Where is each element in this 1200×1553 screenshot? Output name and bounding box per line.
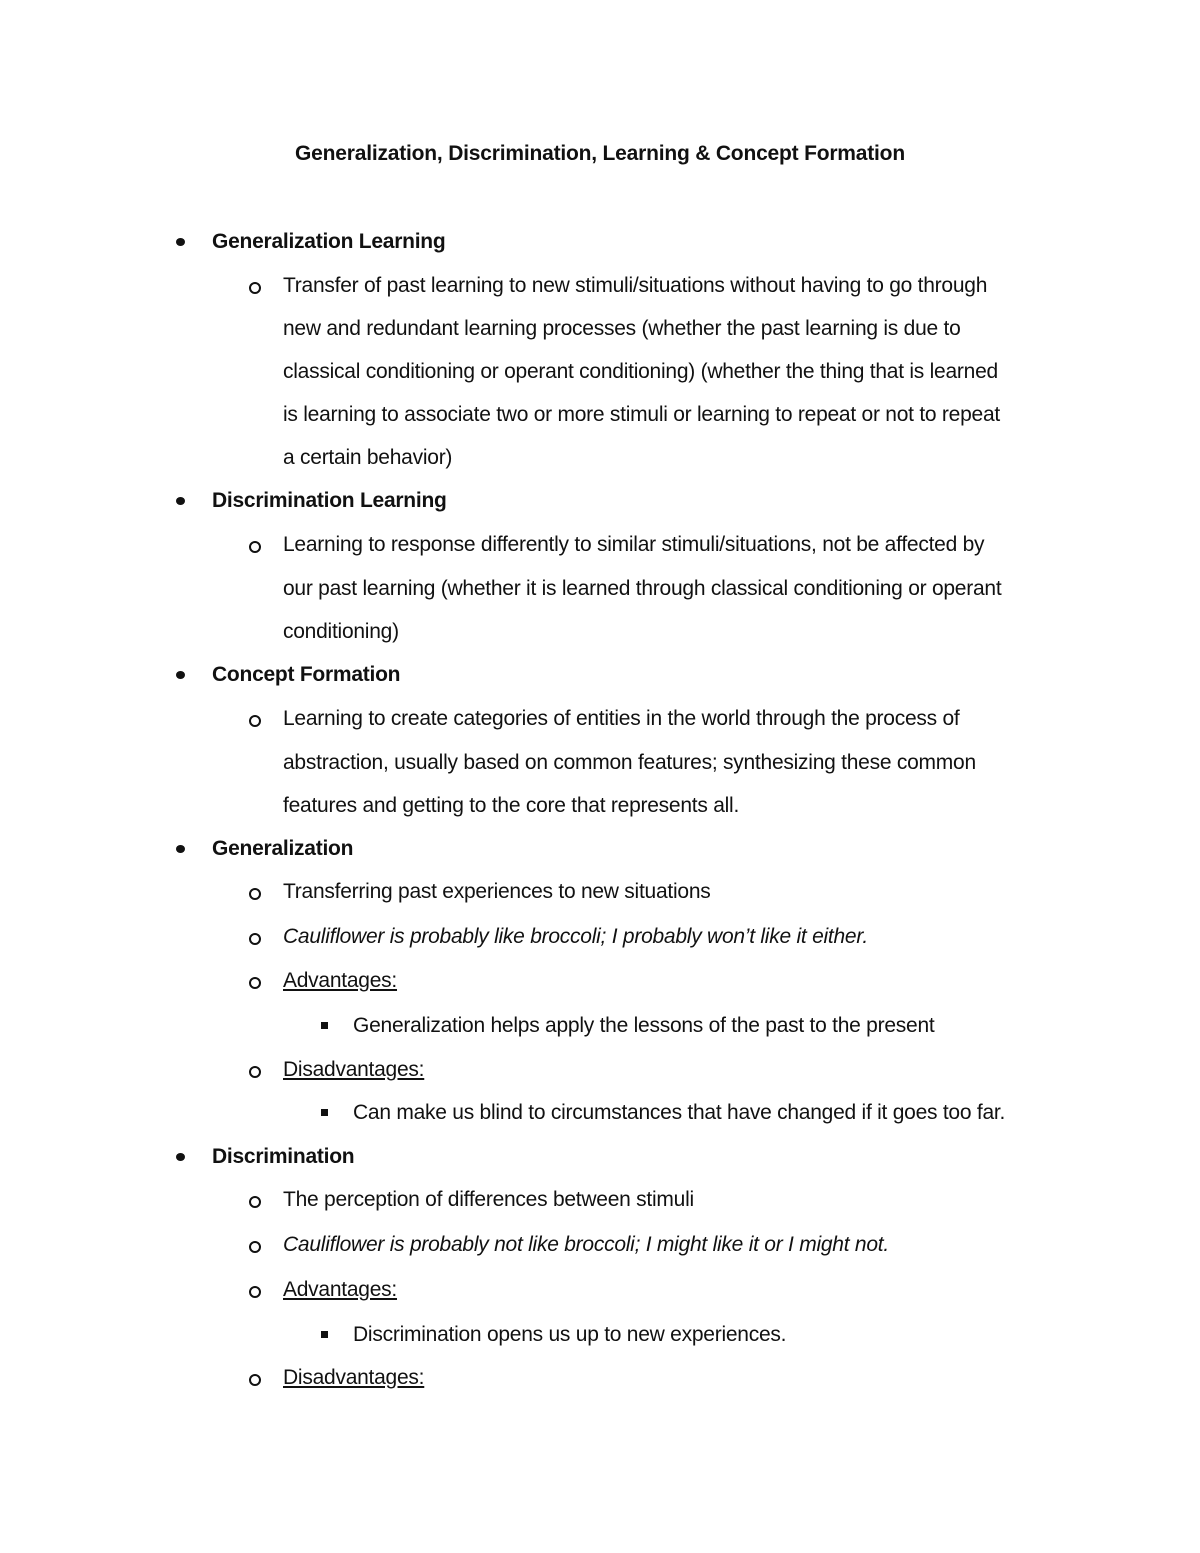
section-heading: Discrimination [212, 1145, 355, 1168]
body-line: Learning to response differently to similar stimuli/situations, not be affected by [283, 533, 985, 556]
circle-bullet-icon [249, 541, 261, 553]
advantages-label: Advantages: [283, 1278, 398, 1301]
disadvantages-label: Disadvantages: [283, 1366, 425, 1389]
circle-bullet-icon [249, 1286, 261, 1298]
body-line: Transferring past experiences to new situations [283, 880, 711, 903]
body-line: classical conditioning or operant conditioning) (whether the thing that is learned [283, 360, 998, 383]
bullet-icon [176, 1153, 185, 1161]
section-heading: Concept Formation [212, 663, 401, 686]
square-bullet-icon [321, 1109, 328, 1116]
square-bullet-icon [321, 1022, 328, 1029]
circle-bullet-icon [249, 977, 261, 989]
bullet-icon [176, 497, 185, 505]
body-line: is learning to associate two or more stimuli or learning to repeat or not to repeat [283, 403, 1000, 426]
circle-bullet-icon [249, 1374, 261, 1386]
body-line: a certain behavior) [283, 446, 453, 469]
body-line: new and redundant learning processes (whether the past learning is due to [283, 317, 961, 340]
bullet-icon [176, 845, 185, 853]
body-line: Learning to create categories of entities in the world through the process of [283, 707, 960, 730]
circle-bullet-icon [249, 1241, 261, 1253]
body-line: The perception of differences between stimuli [283, 1188, 694, 1211]
circle-bullet-icon [249, 933, 261, 945]
circle-bullet-icon [249, 1066, 261, 1078]
bullet-icon [176, 671, 185, 679]
body-line: our past learning (whether it is learned through classical conditioning or operant [283, 577, 1002, 600]
body-line: abstraction, usually based on common features; synthesizing these common [283, 751, 976, 774]
circle-bullet-icon [249, 715, 261, 727]
section-heading: Generalization Learning [212, 230, 446, 253]
advantages-label: Advantages: [283, 969, 398, 992]
body-line: Discrimination opens us up to new experiences. [353, 1323, 787, 1346]
body-line: Generalization helps apply the lessons of the past to the present [353, 1014, 935, 1037]
circle-bullet-icon [249, 888, 261, 900]
disadvantages-label: Disadvantages: [283, 1058, 425, 1081]
document-title: Generalization, Discrimination, Learning & Concept Formation [295, 142, 905, 165]
body-line: conditioning) [283, 620, 399, 643]
section-heading: Generalization [212, 837, 354, 860]
bullet-icon [176, 238, 185, 246]
circle-bullet-icon [249, 1196, 261, 1208]
circle-bullet-icon [249, 282, 261, 294]
square-bullet-icon [321, 1331, 328, 1338]
body-line: Transfer of past learning to new stimuli/situations without having to go through [283, 274, 988, 297]
example-line: Cauliflower is probably like broccoli; I probably won’t like it either. [283, 925, 868, 948]
body-line: Can make us blind to circumstances that have changed if it goes too far. [353, 1101, 1006, 1124]
example-line: Cauliflower is probably not like broccoli; I might like it or I might not. [283, 1233, 889, 1256]
section-heading: Discrimination Learning [212, 489, 447, 512]
body-line: features and getting to the core that represents all. [283, 794, 740, 817]
